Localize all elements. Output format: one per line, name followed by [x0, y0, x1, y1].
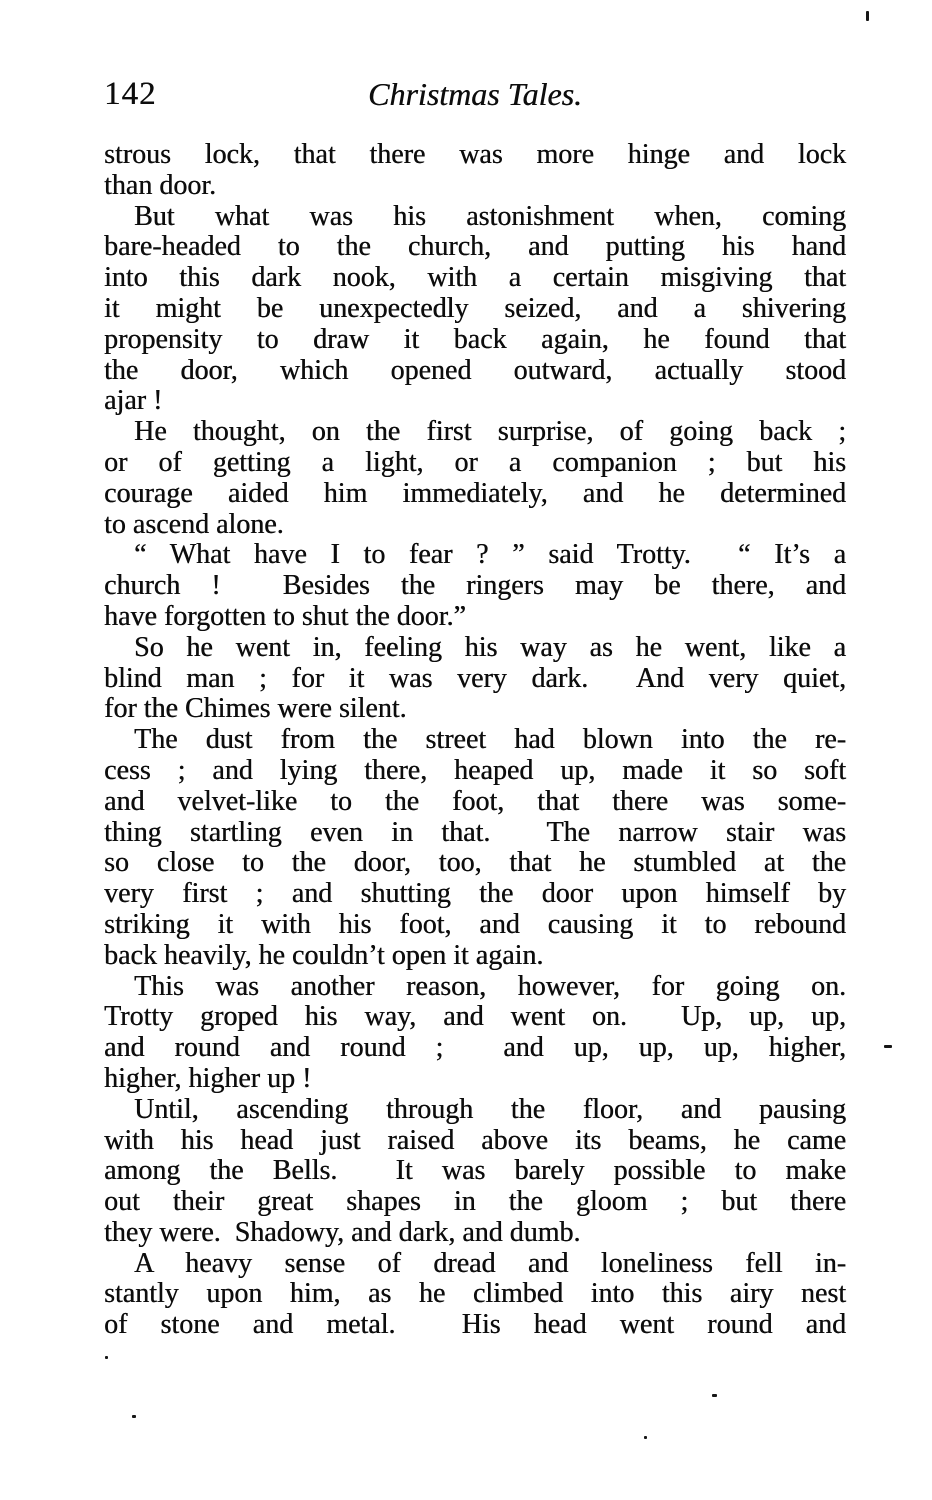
text-line: bare-headed to the church, and putting his hand	[104, 231, 846, 263]
text-line: blind man ; for it was very dark. And very quiet,	[104, 662, 846, 694]
text-line: among the Bells. It was barely possible to make	[104, 1155, 846, 1187]
text-line: the door, which opened outward, actually stood	[104, 354, 846, 386]
scan-speck	[132, 1415, 136, 1418]
text-block	[104, 140, 846, 1341]
text-line: with his head just raised above its beams, he came	[104, 1124, 846, 1156]
scan-speck	[644, 1436, 647, 1439]
text-line: to ascend alone.	[104, 508, 284, 540]
scan-speck	[712, 1394, 717, 1397]
text-line: for the Chimes were silent.	[104, 693, 407, 725]
text-line: into this dark nook, with a certain misgiving that	[104, 262, 846, 294]
text-line: But what was his astonishment when, coming	[134, 200, 846, 232]
text-line: A heavy sense of dread and loneliness fell in-	[134, 1247, 846, 1279]
running-title: Christmas Tales.	[368, 76, 582, 112]
text-line: “ What have I to fear ? ” said Trotty. “ It’s a	[134, 539, 846, 571]
text-line: This was another reason, however, for going on.	[134, 970, 846, 1002]
text-line: courage aided him immediately, and he determined	[104, 477, 846, 509]
text-line: they were. Shadowy, and dark, and dumb.	[104, 1216, 581, 1248]
text-line: church ! Besides the ringers may be there, and	[104, 570, 846, 602]
text-line: So he went in, feeling his way as he went, like a	[134, 631, 846, 663]
text-line: higher, higher up !	[104, 1062, 312, 1094]
text-line: The dust from the street had blown into the re-	[134, 724, 846, 756]
text-line: of stone and metal. His head went round and	[104, 1309, 846, 1341]
scan-speck	[866, 11, 869, 21]
text-line: Until, ascending through the floor, and pausing	[134, 1093, 846, 1125]
text-line: strous lock, that there was more hinge and lock	[104, 139, 846, 170]
text-line: ajar !	[104, 385, 163, 417]
text-line: thing startling even in that. The narrow stair was	[104, 816, 846, 848]
text-line: it might be unexpectedly seized, and a shivering	[104, 292, 846, 324]
text-line: out their great shapes in the gloom ; but there	[104, 1186, 846, 1218]
text-line: cess ; and lying there, heaped up, made it so soft	[104, 754, 846, 786]
scan-speck	[105, 1356, 108, 1359]
text-line: striking it with his foot, and causing it to rebound	[104, 908, 846, 940]
text-line: have forgotten to shut the door.”	[104, 600, 466, 632]
text-line: and round and round ; and up, up, up, higher,	[104, 1032, 846, 1064]
text-line: Trotty groped his way, and went on. Up, up, up,	[104, 1001, 846, 1033]
text-line: very first ; and shutting the door upon himself by	[104, 878, 846, 910]
scan-speck	[884, 1045, 892, 1048]
text-line: and velvet-like to the foot, that there was some-	[104, 785, 846, 817]
text-line: He thought, on the first surprise, of going back ;	[134, 416, 846, 448]
text-line: stantly upon him, as he climbed into this airy nest	[104, 1278, 846, 1310]
text-line: propensity to draw it back again, he found that	[104, 323, 846, 355]
text-line: so close to the door, too, that he stumbled at the	[104, 847, 846, 879]
text-line: than door.	[104, 169, 216, 201]
text-line: back heavily, he couldn’t open it again.	[104, 939, 544, 971]
page-number: 142	[104, 76, 157, 112]
text-line: or of getting a light, or a companion ; but his	[104, 446, 846, 478]
